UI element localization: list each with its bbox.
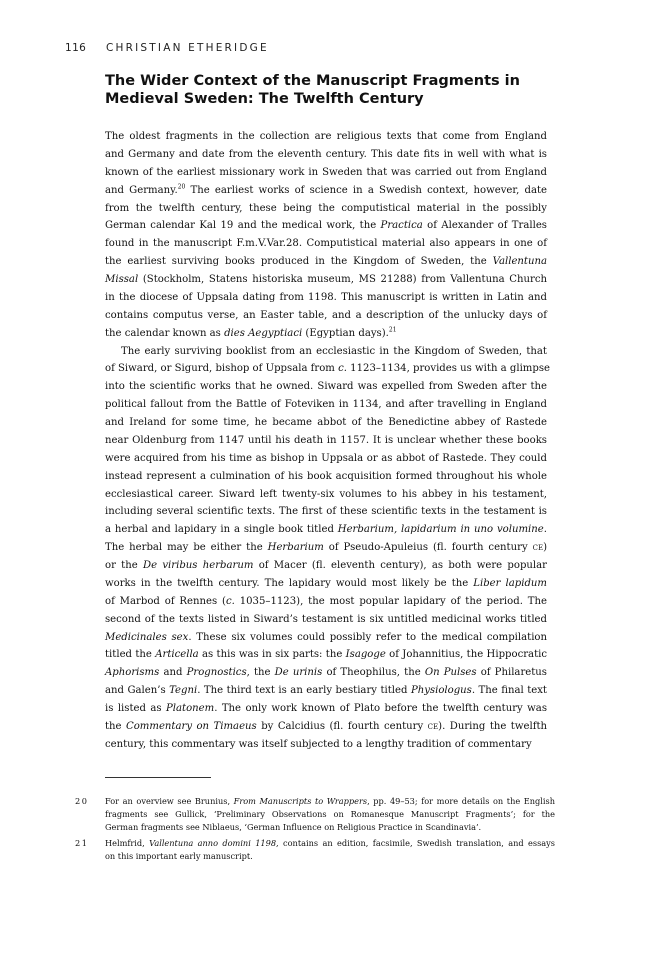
footnote-21 [75,837,555,863]
text-line: The early surviving booklist from an ecclesiastic in the Kingdom of Sweden, that [121,345,547,357]
text-line: were acquired from his time as bishop in Uppsala or as abbot of Rastede. They could [105,452,547,464]
paragraph-2 [105,343,550,754]
text-line: works in the twelfth century. The lapidary would most likely be the Liber lapidum [105,577,547,589]
footnote-line: For an overview see Brunius, From Manuscripts to Wrappers, pp. 49–53; for more details on the English [105,796,555,806]
text-line: the calendar known as dies Aegyptiaci (Egyptian days).$^{21}$ [105,326,397,339]
footnote-line: fragments see Gullick, ‘Preliminary Observations on Romanesque Manuscript Fragments’; for the [105,808,555,819]
footnote-text [105,795,555,834]
text-line: and Ireland for some time, he became abbot of the Benedictine abbey of Rastede [105,417,547,428]
text-line: is listed as Platonem. The only work known of Plato before the twelfth century was [105,703,547,714]
text-line: known of the earliest missionary work in Sweden that was carried out from England [105,166,547,178]
body-text [105,128,550,754]
text-line: and Germany.$^{20}$ The earliest works of science in a Swedish context, however, date [105,183,547,196]
text-line: century, this commentary was itself subjected to a lengthy tradition of commentary [105,738,532,750]
footnote-number: 20 [75,796,89,806]
text-line: including several scientific texts. The first of these scientific texts in the testament is [105,506,547,518]
text-line: The oldest fragments in the collection are religious texts that come from England [105,131,547,142]
text-line: titled the Articella as this was in six parts: the Isagoge of Johannitius, the Hippocratic [105,649,548,661]
text-line: contains computus verse, an Easter table, and a description of the unlucky days of [105,309,547,321]
text-line: The herbal may be either the Herbarium of Pseudo-Apuleius (fl. fourth century ce) [105,542,548,554]
text-line: second of the texts listed in Siward’s testament is six untitled medicinal works titled [105,613,547,625]
text-line: political fallout from the Battle of Foteviken in 1134, and after travelling in England [105,399,547,411]
text-line: of Siward, or Sigurd, bishop of Uppsala from c. 1123–1134, provides us with a glimpse [105,363,550,375]
text-line: the earliest surviving books produced in the Kingdom of Sweden, the Vallentuna [105,256,547,268]
text-line: Aphorisms and Prognostics, the De urinis of Theophilus, the On Pulses of Philaretus [105,667,547,679]
running-head [65,42,269,54]
text-line: in the diocese of Uppsala dating from 1198. This manuscript is written in Latin and [105,291,547,303]
text-line: found in the manuscript F.m.V.Var.28. Computistical material also appears in one of [105,238,547,250]
text-line: from the twelfth century, these being the computistical material in the possibly [105,202,547,214]
text-line: of Marbod of Rennes (c. 1035–1123), the most popular lapidary of the period. The [105,595,547,607]
footnotes [75,795,555,866]
text-line: a herbal and lapidary in a single book titled Herbarium, lapidarium in uno volumine. [105,524,547,536]
text-line: and Germany and date from the eleventh century. This date fits in well with what is [105,148,547,160]
text-line: into the scientific works that he owned. Siward was expelled from Sweden after the [105,381,547,393]
text-line: or the De viribus herbarum of Macer (fl. eleventh century), as both were popular [105,560,547,571]
text-line: and Galen’s Tegni. The third text is an early bestiary titled Physiologus. The final text [105,685,547,697]
text-line: the Commentary on Timaeus by Calcidius (fl. fourth century ce). During the twelfth [105,720,547,732]
text-line: German calendar Kal 19 and the medical work, the Practica of Alexander of Tralles [105,220,547,232]
footnote-line: Helmfrid, Vallentuna anno domini 1198, contains an edition, facsimile, Swedish translation, and essays [105,837,555,848]
page-number: 116 [65,42,87,54]
footnote-20 [75,795,555,834]
text-line: Missal (Stockholm, Statens historiska museum, MS 21288) from Vallentuna Church [105,274,547,285]
text-line: Medicinales sex. These six volumes could possibly refer to the medical compilation [105,631,547,643]
running-head-author: CHRISTIAN ETHERIDGE [106,42,269,54]
footnote-rule [105,777,211,778]
text-line: instead represent a culmination of his book acquisition formed throughout his whole [105,470,547,482]
text-line: ecclesiastical career. Siward left twenty-six volumes to his abbey in his testament, [105,488,547,500]
footnote-line: on this important early manuscript. [105,850,253,861]
section-title: The Wider Context of the Manuscript Fragments in Medieval Sweden: The Twelfth Century [105,73,520,107]
footnote-number: 21 [75,837,89,848]
paragraph-1 [105,128,547,343]
text-line: near Oldenburg from 1147 until his death in 1157. It is unclear whether these books [105,434,547,446]
footnote-text [105,837,555,863]
footnote-line: German fragments see Niblaeus, ‘German Influence on Religious Practice in Scandinavia’. [105,821,482,832]
